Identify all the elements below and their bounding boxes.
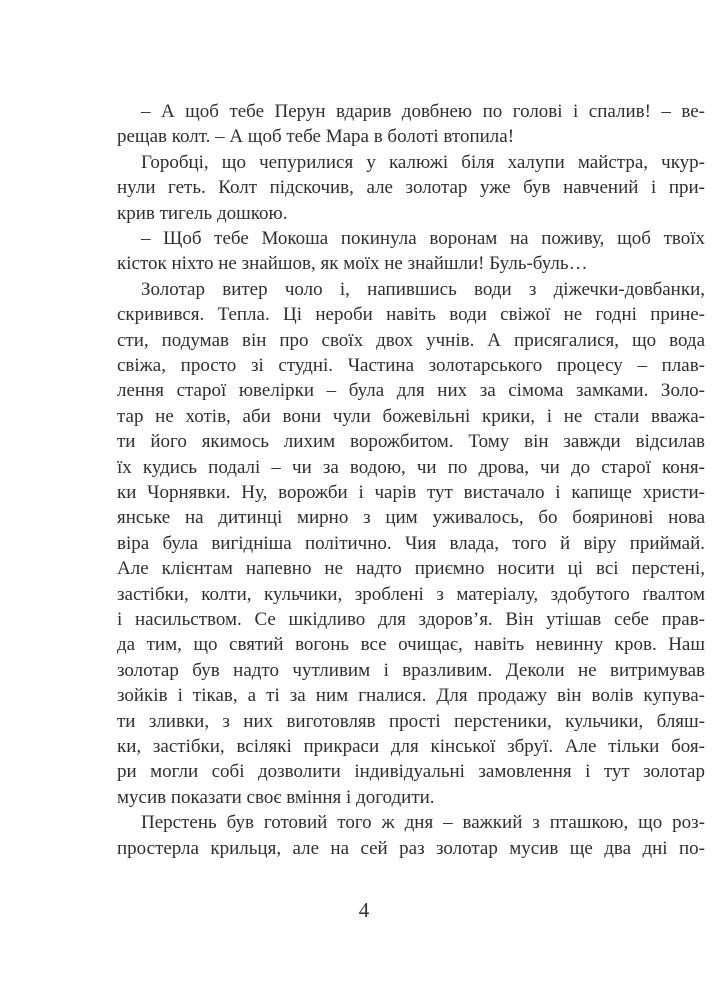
text-line: янське на дитинці мирно з цим уживалось, бо бояринові нова bbox=[117, 507, 705, 529]
text-line: – Щоб тебе Мокоша покинула воронам на поживу, щоб твоїх bbox=[141, 228, 705, 249]
text-line: зойків і тікав, а ті за ним гналися. Для продажу він волів купува- bbox=[117, 685, 705, 707]
text-line: – А щоб тебе Перун вдарив довбнею по голові і спалив! – ве- bbox=[141, 101, 705, 122]
text-line: Але клієнтам напевно не надто приємно носити ці всі перстені, bbox=[117, 558, 705, 580]
text-line: ри могли собі дозволити індивідуальні замовлення і тут золотар bbox=[117, 761, 705, 783]
text-line: ки, застібки, всілякі прикраси для кінської збруї. Але тільки боя- bbox=[117, 736, 705, 757]
text-line: крив тигель дошкою. bbox=[117, 202, 288, 224]
text-line: сти, подумав він про своїх двох учнів. А присягалися, що вода bbox=[117, 329, 705, 351]
text-line: простерла крильця, але на сей раз золотар мусив ще два дні по- bbox=[117, 837, 705, 859]
text-line: мусив показати своє вміння і догодити. bbox=[117, 786, 435, 808]
text-line: їх кудись подалі – чи за водою, чи по дрова, чи до старої коня- bbox=[117, 456, 705, 478]
text-line: скривився. Тепла. Ці нероби навіть води свіжої не годні прине- bbox=[117, 304, 705, 326]
text-line: кісток ніхто не знайшов, як моїх не знайшли! Буль-буль… bbox=[117, 253, 588, 275]
text-line: ки Чорнявки. Ну, ворожби і чарів тут вистачало і капище христи- bbox=[117, 482, 705, 503]
text-line: рещав колт. – А щоб тебе Мара в болоті втопила! bbox=[117, 126, 515, 148]
text-line: нули геть. Колт підскочив, але золотар уже був навчений і при- bbox=[117, 177, 705, 199]
text-line: ти його якимось лихим ворожбитом. Тому він завжди відсилав bbox=[117, 431, 705, 453]
text-line: ти зливки, з них виготовляв прості перстеники, кульчики, бляш- bbox=[117, 710, 705, 732]
text-line: Горобці, що чепурилися у калюжі біля халупи майстра, чкур- bbox=[141, 151, 705, 173]
text-line: віра була вигідніша політично. Чия влада, того й віру приймай. bbox=[117, 532, 705, 554]
text-line: і насильством. Се шкідливо для здоров’я. Він утішав себе прав- bbox=[117, 609, 705, 630]
text-line: Золотар витер чоло і, напившись води з діжечки-довбанки, bbox=[141, 278, 705, 300]
text-line: Перстень був готовий того ж дня – важкий з пташкою, що роз- bbox=[141, 812, 705, 834]
text-line: лення старої ювелірки – була для них за сімома замками. Золо- bbox=[117, 380, 705, 402]
text-line: застібки, колти, кульчики, зроблені з матеріалу, здобутого ґвалтом bbox=[117, 583, 705, 605]
text-line: золотар був надто чутливим і вразливим. Деколи не витримував bbox=[117, 659, 705, 681]
text-line: свіжа, просто зі студні. Частина золотарського процесу – плав- bbox=[117, 355, 705, 376]
text-line: да тим, що святий вогонь все очищає, навіть невинну кров. Наш bbox=[117, 634, 705, 656]
text-line: тар не хотів, аби вони чули божевільні крики, і не стали вважа- bbox=[117, 405, 705, 427]
page-number: 4 bbox=[358, 898, 370, 922]
